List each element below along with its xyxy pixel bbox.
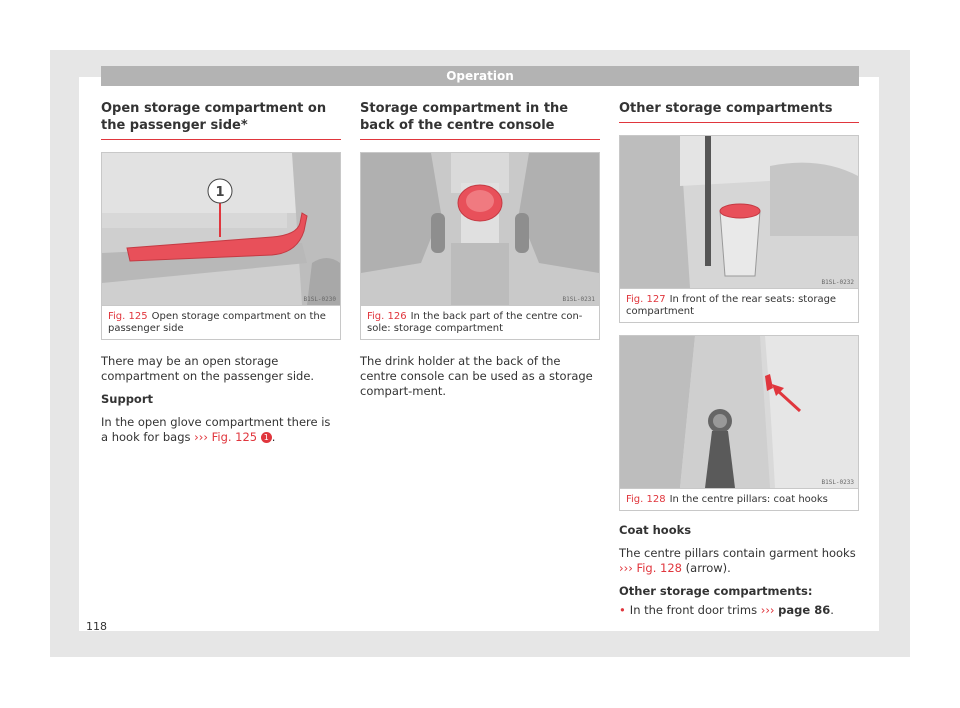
- callout-number: 1: [215, 185, 225, 200]
- figure-caption-text: In the back part of the centre con-sole: storage compartment: [367, 311, 583, 334]
- figure-reference-link[interactable]: Fig. 125: [211, 430, 258, 444]
- subheading-other-storage: Other storage compartments:: [619, 584, 813, 598]
- figure-128: [619, 335, 859, 511]
- bullet-text: In the front door trims: [629, 603, 758, 617]
- period: .: [271, 430, 276, 444]
- column-other-storage: [619, 100, 859, 626]
- page-number: 118: [86, 620, 107, 633]
- body-text: [101, 354, 341, 445]
- callout-badge: 1: [261, 432, 272, 443]
- body-text: [619, 523, 859, 618]
- figure-127: [619, 135, 859, 323]
- figure-caption-text: Open storage compartment on the passenger side: [108, 311, 326, 334]
- paragraph-coat-hooks: [619, 546, 859, 576]
- reference-arrow: ›››: [194, 430, 208, 444]
- figure-caption-text: In front of the rear seats: storage compartment: [626, 294, 837, 317]
- bullet-item: [619, 603, 859, 618]
- figure-code: B1SL-0230: [303, 296, 336, 303]
- period: .: [830, 603, 834, 617]
- figure-label: Fig. 126: [367, 311, 407, 322]
- reference-arrow: ›››: [619, 561, 633, 575]
- figure-127-image: [620, 136, 858, 288]
- subheading-coat-hooks: Coat hooks: [619, 523, 692, 537]
- section-title: Open storage compartment on the passenger side*: [101, 100, 341, 140]
- paragraph: The drink holder at the back of the centre console can be used as a storage compart-ment.: [360, 354, 593, 398]
- figure-code: B1SL-0231: [562, 296, 595, 303]
- figure-125-image: [102, 153, 340, 305]
- paragraph-text-end: (arrow).: [685, 561, 731, 575]
- subheading-support: Support: [101, 392, 154, 406]
- reference-arrow: ›››: [760, 603, 775, 617]
- figure-caption: [361, 305, 599, 339]
- figure-caption: [620, 488, 858, 510]
- figure-caption: [620, 288, 858, 322]
- section-header: Operation: [101, 66, 859, 86]
- paragraph-hook: [101, 415, 341, 445]
- figure-label: Fig. 127: [626, 294, 666, 305]
- page-reference-link[interactable]: page 86: [778, 603, 831, 617]
- figure-code: B1SL-0233: [821, 479, 854, 486]
- section-title: Other storage compartments: [619, 100, 859, 123]
- figure-125: [101, 152, 341, 340]
- figure-reference-link[interactable]: Fig. 128: [636, 561, 682, 575]
- bullet-icon: •: [619, 603, 626, 617]
- column-centre-console: [360, 100, 600, 407]
- figure-126: [360, 152, 600, 340]
- paragraph-text: In the open glove compartment there is a hook for bags: [101, 415, 331, 444]
- column-passenger-storage: [101, 100, 341, 453]
- figure-caption: [102, 305, 340, 339]
- figure-label: Fig. 128: [626, 494, 666, 505]
- figure-128-image: [620, 336, 858, 488]
- body-text: [360, 354, 600, 399]
- figure-code: B1SL-0232: [821, 279, 854, 286]
- paragraph-text: The centre pillars contain garment hooks: [619, 546, 856, 560]
- figure-caption-text: In the centre pillars: coat hooks: [669, 494, 828, 505]
- figure-label: Fig. 125: [108, 311, 148, 322]
- paragraph: There may be an open storage compartment on the passenger side.: [101, 354, 315, 383]
- figure-126-image: [361, 153, 599, 305]
- section-title: Storage compartment in the back of the centre console: [360, 100, 600, 140]
